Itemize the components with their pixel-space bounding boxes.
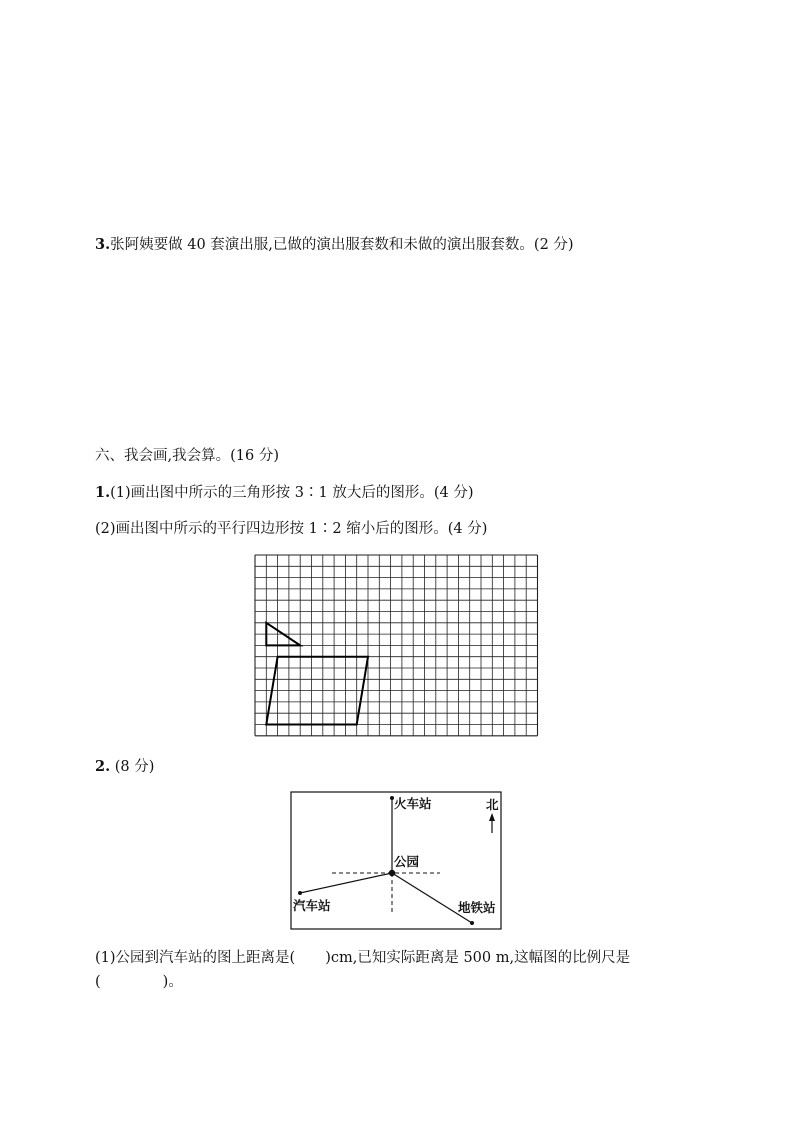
- question-3-number: 3.: [95, 236, 111, 253]
- bus-station-label: 汽车站: [293, 898, 331, 913]
- north-arrow-head-icon: [489, 813, 495, 821]
- question-1-part-1-text: (1)画出图中所示的三角形按 3∶1 放大后的图形。(4 分): [110, 485, 474, 501]
- question-2-sub-1-line-2: [95, 972, 183, 992]
- train-station-label: 火车站: [394, 796, 432, 811]
- question-2-points: (8 分): [110, 759, 155, 775]
- question-2-sub-1-before: (1)公园到汽车站的图上距离是(: [95, 950, 296, 966]
- question-1-part-1: [95, 483, 474, 503]
- question-1-part-2: (2)画出图中所示的平行四边形按 1∶2 缩小后的图形。(4 分): [95, 521, 488, 537]
- question-2-sub-1-line-1: [95, 948, 630, 968]
- section-6-title: 六、我会画,我会算。(16 分): [95, 448, 279, 464]
- park-label: 公园: [394, 854, 420, 869]
- north-label: 北: [486, 797, 499, 812]
- bus-station-dot: [298, 891, 302, 895]
- park-dot: [389, 870, 395, 876]
- question-2-sub-1-mid: )cm,已知实际距离是 500 m,这幅图的比例尺是: [325, 950, 631, 966]
- subway-station-label: 地铁站: [458, 900, 496, 915]
- question-3: [95, 235, 574, 255]
- grid-figure: [254, 554, 542, 739]
- question-2-sub-1-close: )。: [162, 974, 183, 990]
- map-figure: [290, 791, 502, 930]
- question-2-number: 2.: [95, 758, 111, 775]
- question-1-number: 1.: [95, 484, 111, 501]
- subway-station-dot: [470, 921, 474, 925]
- line-park-to-subway-station: [392, 873, 472, 923]
- question-2: [95, 757, 154, 777]
- question-2-sub-1-open: (: [95, 974, 101, 990]
- question-3-text: 张阿姨要做 40 套演出服,已做的演出服套数和未做的演出服套数。(2 分): [110, 237, 574, 253]
- line-park-to-bus-station: [300, 873, 392, 893]
